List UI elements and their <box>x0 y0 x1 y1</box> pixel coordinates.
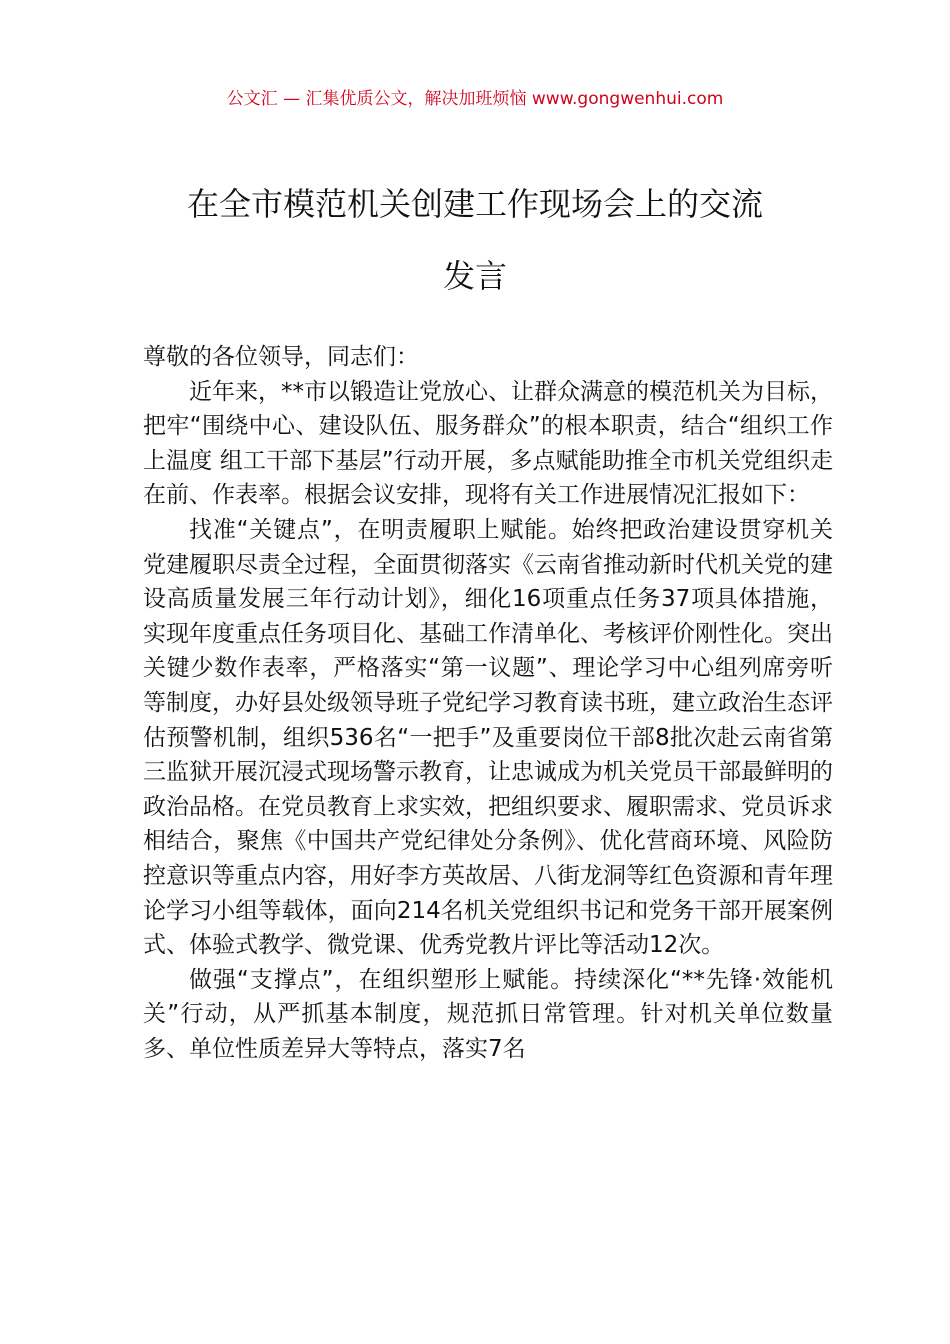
paragraph-intro: 近年来，**市以锻造让党放心、让群众满意的模范机关为目标，把牢“围绕中心、建设队伍、服务群众”的根本职责，结合“组织工作上温度 组工干部下基层”行动开展，多点赋能助推全市机关党组织走在前、作表率。根据会议安排，现将有关工作进展情况汇报如下： <box>143 378 833 509</box>
paragraph-key-point: 找准“关键点”，在明责履职上赋能。始终把政治建设贯穿机关党建履职尽责全过程，全面贯彻落实《云南省推动新时代机关党的建设高质量发展三年行动计划》，细化16项重点任务37项具体措施，实现年度重点任务项目化、基础工作清单化、考核评价刚性化。突出关键少数作表率，严格落实“第一议题”、理论学习中心组列席旁听等制度，办好县处级领导班子党纪学习教育读书班，建立政治生态评估预警机制，组织536名“一把手”及重要岗位干部8批次赴云南省第三监狱开展沉浸式现场警示教育，让忠诚成为机关党员干部最鲜明的政治品格。在党员教育上求实效，把组织要求、履职需求、党员诉求相结合，聚焦《中国共产党纪律处分条例》、优化营商环境、风险防控意识等重点内容，用好李方英故居、八街龙洞等红色资源和青年理论学习小组等载体，面向214名机关党组织书记和党务干部开展案例式、体验式教学、微党课、优秀党教片评比等活动12次。 <box>143 516 833 959</box>
document-title <box>120 168 830 312</box>
title-line-2: 发言 <box>442 257 507 295</box>
title-line-1: 在全市模范机关创建工作现场会上的交流 <box>186 185 763 223</box>
watermark-header: 公文汇 — 汇集优质公文，解决加班烦恼 www.gongwenhui.com <box>226 89 724 109</box>
document-body <box>143 340 833 1066</box>
salutation: 尊敬的各位领导，同志们： <box>143 344 419 370</box>
paragraph-support-point: 做强“支撑点”，在组织塑形上赋能。持续深化“**先锋·效能机关”行动，从严抓基本制度，规范抓日常管理。针对机关单位数量多、单位性质差异大等特点，落实7名 <box>143 966 833 1062</box>
